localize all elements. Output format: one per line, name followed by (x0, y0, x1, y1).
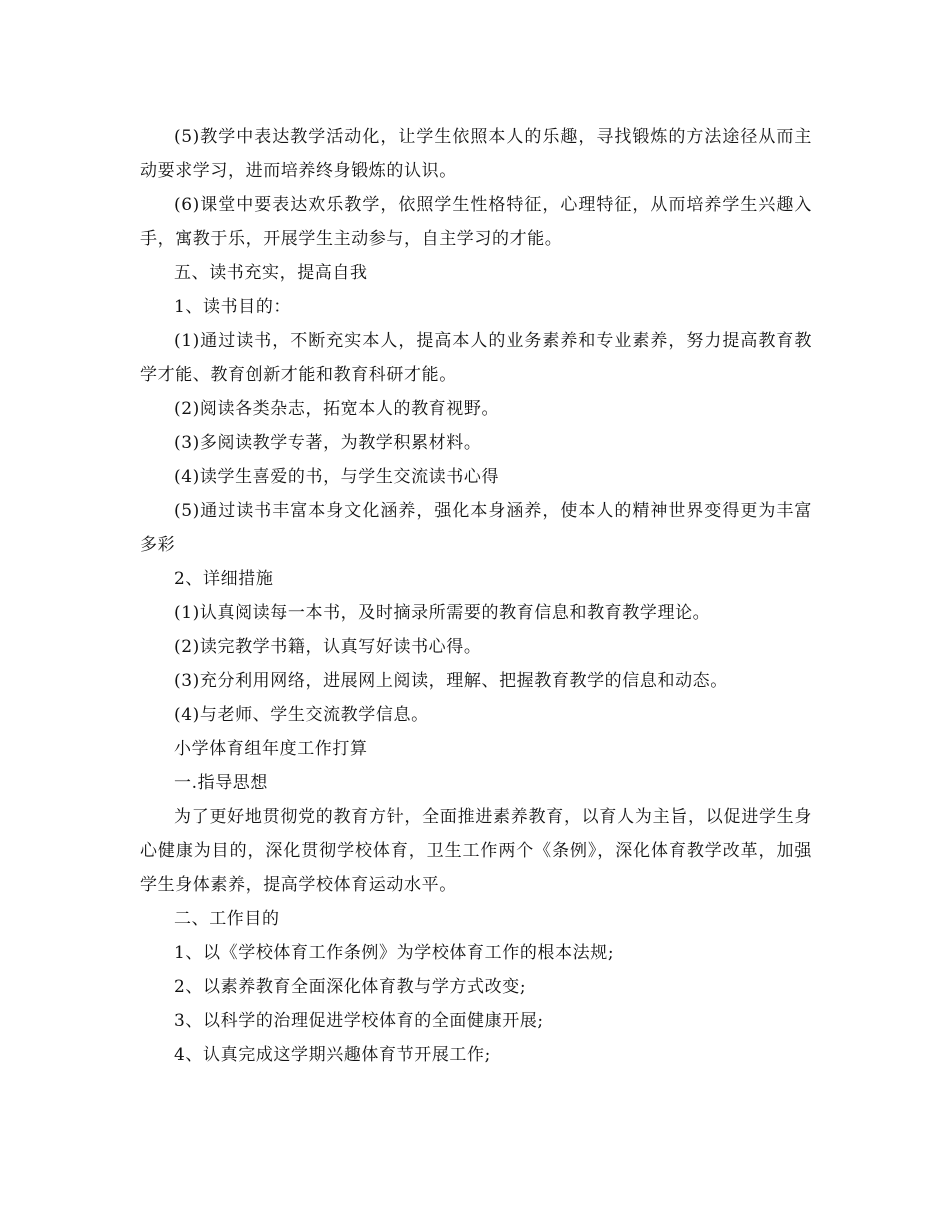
section-heading: 二、工作目的 (174, 909, 280, 929)
list-item: (2)读完教学书籍，认真写好读书心得。 (174, 637, 482, 657)
list-item: 1、以《学校体育工作条例》为学校体育工作的根本法规; (174, 943, 615, 963)
subsection-heading: 2、详细措施 (174, 569, 274, 589)
document-body (140, 120, 812, 1072)
list-item: 2、以素养教育全面深化体育教与学方式改变; (174, 977, 527, 997)
paragraph: (6)课堂中要表达欢乐教学，依照学生性格特征，心理特征，从而培养学生兴趣入手，寓教于乐，开展学生主动参与，自主学习的才能。 (140, 195, 812, 249)
list-item: (1)认真阅读每一本书，及时摘录所需要的教育信息和教育教学理论。 (174, 603, 711, 623)
subsection-heading: 1、读书目的： (174, 297, 292, 317)
list-item: 3、以科学的治理促进学校体育的全面健康开展; (174, 1011, 544, 1031)
list-item: 4、认真完成这学期兴趣体育节开展工作; (174, 1045, 491, 1065)
list-item: (4)读学生喜爱的书，与学生交流读书心得 (174, 467, 500, 487)
list-item: (3)多阅读教学专著，为教学积累材料。 (174, 433, 482, 453)
section-heading: 五、读书充实，提高自我 (174, 263, 368, 283)
list-item: (2)阅读各类杂志，拓宽本人的教育视野。 (174, 399, 500, 419)
list-item: (4)与老师、学生交流教学信息。 (174, 705, 429, 725)
section-heading: 一.指导思想 (174, 773, 269, 793)
document-title: 小学体育组年度工作打算 (174, 739, 368, 759)
paragraph: 为了更好地贯彻党的教育方针，全面推进素养教育，以育人为主旨，以促进学生身心健康为目的，深化贯彻学校体育，卫生工作两个《条例》，深化体育教学改革，加强学生身体素养，提高学校体育运动水平。 (140, 807, 812, 895)
paragraph: (5)通过读书丰富本身文化涵养，强化本身涵养，使本人的精神世界变得更为丰富多彩 (140, 501, 812, 555)
list-item: (3)充分利用网络，进展网上阅读，理解、把握教育教学的信息和动态。 (174, 671, 728, 691)
paragraph: (1)通过读书，不断充实本人，提高本人的业务素养和专业素养，努力提高教育教学才能、教育创新才能和教育科研才能。 (140, 331, 812, 385)
paragraph: (5)教学中表达教学活动化，让学生依照本人的乐趣，寻找锻炼的方法途径从而主动要求学习，进而培养终身锻炼的认识。 (140, 127, 812, 181)
